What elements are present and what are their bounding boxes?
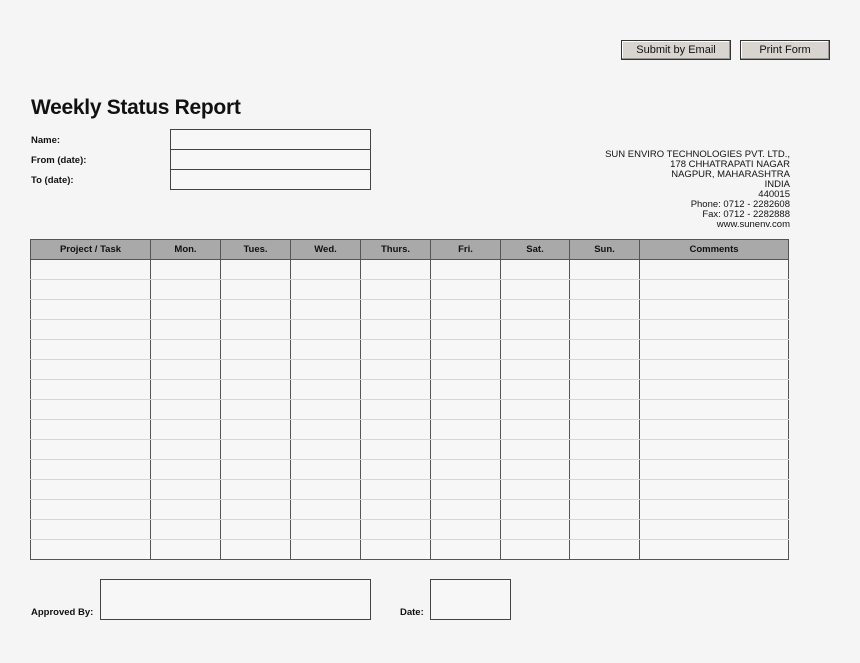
cell-project-task[interactable] (31, 520, 151, 540)
cell-tues[interactable] (221, 380, 291, 400)
cell-mon[interactable] (151, 280, 221, 300)
header-comments: Comments (640, 240, 789, 260)
cell-fri[interactable] (431, 460, 501, 480)
cell-sat[interactable] (501, 300, 570, 320)
cell-fri[interactable] (431, 500, 501, 520)
table-row (31, 500, 789, 520)
cell-tues[interactable] (221, 300, 291, 320)
cell-project-task[interactable] (31, 300, 151, 320)
cell-wed[interactable] (291, 400, 361, 420)
cell-comments[interactable] (640, 520, 789, 540)
cell-comments[interactable] (640, 260, 789, 280)
table-row (31, 340, 789, 360)
table-row (31, 460, 789, 480)
cell-sun[interactable] (570, 420, 640, 440)
cell-thurs[interactable] (361, 360, 431, 380)
cell-tues[interactable] (221, 500, 291, 520)
cell-tues[interactable] (221, 520, 291, 540)
cell-fri[interactable] (431, 480, 501, 500)
cell-project-task[interactable] (31, 340, 151, 360)
cell-sat[interactable] (501, 460, 570, 480)
cell-project-task[interactable] (31, 260, 151, 280)
approved-by-field[interactable] (100, 579, 371, 620)
cell-sun[interactable] (570, 460, 640, 480)
company-address (605, 150, 790, 230)
cell-mon[interactable] (151, 420, 221, 440)
cell-fri[interactable] (431, 340, 501, 360)
cell-sat[interactable] (501, 400, 570, 420)
cell-fri[interactable] (431, 520, 501, 540)
company-city: NAGPUR, MAHARASHTRA (671, 169, 790, 180)
cell-comments[interactable] (640, 380, 789, 400)
cell-project-task[interactable] (31, 400, 151, 420)
cell-wed[interactable] (291, 460, 361, 480)
cell-thurs[interactable] (361, 320, 431, 340)
status-table (30, 239, 789, 560)
cell-wed[interactable] (291, 480, 361, 500)
cell-thurs[interactable] (361, 380, 431, 400)
cell-wed[interactable] (291, 440, 361, 460)
cell-mon[interactable] (151, 380, 221, 400)
cell-fri[interactable] (431, 280, 501, 300)
cell-thurs[interactable] (361, 300, 431, 320)
cell-wed[interactable] (291, 340, 361, 360)
cell-sat[interactable] (501, 440, 570, 460)
cell-project-task[interactable] (31, 500, 151, 520)
approved-by-label: Approved By: (31, 607, 94, 618)
cell-sat[interactable] (501, 380, 570, 400)
cell-comments[interactable] (640, 460, 789, 480)
cell-wed[interactable] (291, 380, 361, 400)
cell-mon[interactable] (151, 260, 221, 280)
cell-comments[interactable] (640, 500, 789, 520)
cell-fri[interactable] (431, 300, 501, 320)
cell-project-task[interactable] (31, 460, 151, 480)
cell-tues[interactable] (221, 280, 291, 300)
cell-wed[interactable] (291, 540, 361, 560)
cell-sat[interactable] (501, 260, 570, 280)
cell-mon[interactable] (151, 460, 221, 480)
cell-thurs[interactable] (361, 280, 431, 300)
table-row (31, 320, 789, 340)
cell-comments[interactable] (640, 400, 789, 420)
cell-thurs[interactable] (361, 340, 431, 360)
cell-sat[interactable] (501, 540, 570, 560)
cell-wed[interactable] (291, 300, 361, 320)
cell-wed[interactable] (291, 500, 361, 520)
cell-fri[interactable] (431, 540, 501, 560)
company-country: INDIA (764, 179, 790, 190)
table-header-row (31, 240, 789, 260)
cell-project-task[interactable] (31, 440, 151, 460)
cell-sat[interactable] (501, 360, 570, 380)
cell-project-task[interactable] (31, 280, 151, 300)
table-row (31, 360, 789, 380)
company-phone: Phone: 0712 - 2282608 (690, 199, 790, 210)
date-label: Date: (400, 607, 424, 618)
cell-thurs[interactable] (361, 260, 431, 280)
cell-thurs[interactable] (361, 540, 431, 560)
header-tues: Tues. (221, 240, 291, 260)
table-row (31, 300, 789, 320)
cell-comments[interactable] (640, 320, 789, 340)
cell-comments[interactable] (640, 360, 789, 380)
cell-wed[interactable] (291, 360, 361, 380)
cell-fri[interactable] (431, 440, 501, 460)
cell-tues[interactable] (221, 420, 291, 440)
cell-mon[interactable] (151, 500, 221, 520)
cell-tues[interactable] (221, 340, 291, 360)
table-row (31, 380, 789, 400)
cell-sun[interactable] (570, 320, 640, 340)
cell-fri[interactable] (431, 380, 501, 400)
cell-sat[interactable] (501, 340, 570, 360)
cell-tues[interactable] (221, 360, 291, 380)
cell-thurs[interactable] (361, 500, 431, 520)
cell-fri[interactable] (431, 400, 501, 420)
cell-mon[interactable] (151, 480, 221, 500)
cell-sun[interactable] (570, 380, 640, 400)
date-field[interactable] (430, 579, 511, 620)
cell-wed[interactable] (291, 320, 361, 340)
cell-sun[interactable] (570, 340, 640, 360)
company-fax: Fax: 0712 - 2282888 (702, 209, 790, 220)
cell-fri[interactable] (431, 260, 501, 280)
cell-sun[interactable] (570, 480, 640, 500)
table-row (31, 420, 789, 440)
cell-thurs[interactable] (361, 480, 431, 500)
cell-thurs[interactable] (361, 460, 431, 480)
cell-thurs[interactable] (361, 420, 431, 440)
print-form-button[interactable]: Print Form (740, 40, 830, 60)
cell-thurs[interactable] (361, 520, 431, 540)
cell-sun[interactable] (570, 360, 640, 380)
cell-mon[interactable] (151, 300, 221, 320)
cell-sun[interactable] (570, 540, 640, 560)
cell-project-task[interactable] (31, 540, 151, 560)
table-row (31, 440, 789, 460)
from-date-label: From (date): (31, 155, 87, 166)
cell-tues[interactable] (221, 320, 291, 340)
to-date-field[interactable] (170, 169, 371, 190)
cell-sat[interactable] (501, 480, 570, 500)
cell-mon[interactable] (151, 360, 221, 380)
cell-tues[interactable] (221, 460, 291, 480)
cell-project-task[interactable] (31, 420, 151, 440)
cell-wed[interactable] (291, 420, 361, 440)
table-row (31, 520, 789, 540)
cell-fri[interactable] (431, 360, 501, 380)
name-label: Name: (31, 135, 61, 146)
name-field[interactable] (170, 129, 371, 150)
from-date-field[interactable] (170, 149, 371, 170)
table-row (31, 480, 789, 500)
table-row (31, 260, 789, 280)
cell-mon[interactable] (151, 440, 221, 460)
table-row (31, 540, 789, 560)
submit-by-email-button[interactable]: Submit by Email (621, 40, 731, 60)
header-wed: Wed. (291, 240, 361, 260)
cell-sun[interactable] (570, 500, 640, 520)
cell-project-task[interactable] (31, 380, 151, 400)
table-row (31, 400, 789, 420)
table-row (31, 280, 789, 300)
cell-mon[interactable] (151, 400, 221, 420)
cell-mon[interactable] (151, 520, 221, 540)
cell-comments[interactable] (640, 480, 789, 500)
cell-tues[interactable] (221, 260, 291, 280)
cell-project-task[interactable] (31, 480, 151, 500)
cell-thurs[interactable] (361, 400, 431, 420)
cell-fri[interactable] (431, 320, 501, 340)
cell-comments[interactable] (640, 340, 789, 360)
header-sat: Sat. (501, 240, 570, 260)
page-title: Weekly Status Report (31, 96, 241, 119)
cell-wed[interactable] (291, 260, 361, 280)
company-website: www.sunenv.com (716, 219, 790, 230)
header-fri: Fri. (431, 240, 501, 260)
header-project-task: Project / Task (31, 240, 151, 260)
company-street: 178 CHHATRAPATI NAGAR (670, 159, 790, 170)
cell-comments[interactable] (640, 280, 789, 300)
cell-wed[interactable] (291, 520, 361, 540)
cell-sat[interactable] (501, 320, 570, 340)
cell-project-task[interactable] (31, 320, 151, 340)
cell-comments[interactable] (640, 440, 789, 460)
cell-wed[interactable] (291, 280, 361, 300)
cell-sun[interactable] (570, 440, 640, 460)
cell-tues[interactable] (221, 440, 291, 460)
cell-sun[interactable] (570, 300, 640, 320)
cell-sat[interactable] (501, 520, 570, 540)
cell-sat[interactable] (501, 500, 570, 520)
cell-mon[interactable] (151, 340, 221, 360)
company-postcode: 440015 (758, 189, 790, 200)
cell-project-task[interactable] (31, 360, 151, 380)
cell-thurs[interactable] (361, 440, 431, 460)
cell-mon[interactable] (151, 320, 221, 340)
cell-sun[interactable] (570, 260, 640, 280)
cell-comments[interactable] (640, 420, 789, 440)
header-mon: Mon. (151, 240, 221, 260)
cell-comments[interactable] (640, 300, 789, 320)
header-thurs: Thurs. (361, 240, 431, 260)
cell-fri[interactable] (431, 420, 501, 440)
cell-tues[interactable] (221, 400, 291, 420)
header-sun: Sun. (570, 240, 640, 260)
cell-tues[interactable] (221, 540, 291, 560)
cell-mon[interactable] (151, 540, 221, 560)
cell-sun[interactable] (570, 520, 640, 540)
cell-comments[interactable] (640, 540, 789, 560)
to-date-label: To (date): (31, 175, 74, 186)
cell-sat[interactable] (501, 420, 570, 440)
cell-sat[interactable] (501, 280, 570, 300)
company-name: SUN ENVIRO TECHNOLOGIES PVT. LTD., (605, 149, 790, 160)
cell-sun[interactable] (570, 280, 640, 300)
cell-sun[interactable] (570, 400, 640, 420)
cell-tues[interactable] (221, 480, 291, 500)
